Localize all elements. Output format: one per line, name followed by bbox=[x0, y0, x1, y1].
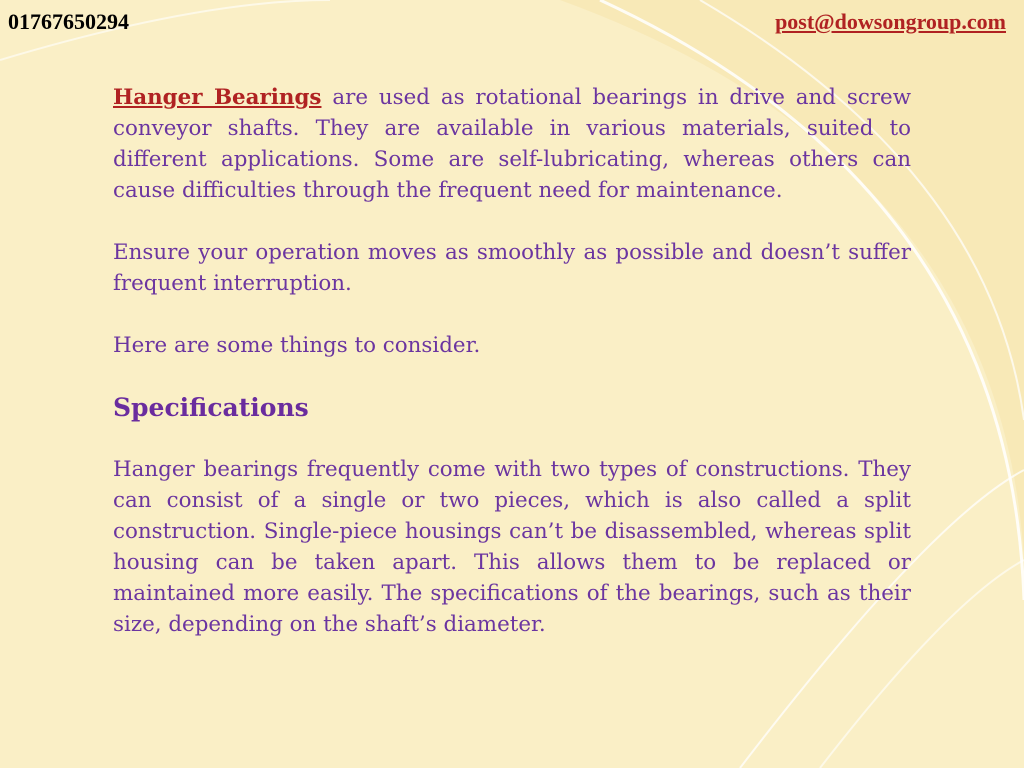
email-link[interactable]: post@dowsongroup.com bbox=[775, 9, 1006, 34]
intro-paragraph bbox=[113, 82, 911, 206]
phone-number: 01767650294 bbox=[8, 9, 129, 34]
specifications-paragraph: Hanger bearings frequently come with two types of constructions. They can consist of a single or two pieces, which is also called a split construction. Single-piece housings can’t be disassembled, whereas split housing can be taken apart. This allows them to be replaced or maintained more easily. The specifications of the bearings, such as their size, depending on the shaft’s diameter. bbox=[113, 457, 911, 637]
consider-paragraph: Here are some things to consider. bbox=[113, 333, 481, 358]
operation-paragraph: Ensure your operation moves as smoothly as possible and doesn’t suffer frequent interruption. bbox=[113, 240, 911, 296]
hanger-bearings-link[interactable]: Hanger Bearings bbox=[113, 85, 322, 110]
specifications-heading: Specifications bbox=[113, 393, 309, 422]
intro-text: are used as rotational bearings in drive and screw conveyor shafts. They are available in various materials, suited to different applications. Some are self-lubricating, whereas others can cause difficulties through the frequent need for maintenance. bbox=[113, 85, 912, 203]
main-content bbox=[113, 82, 911, 640]
